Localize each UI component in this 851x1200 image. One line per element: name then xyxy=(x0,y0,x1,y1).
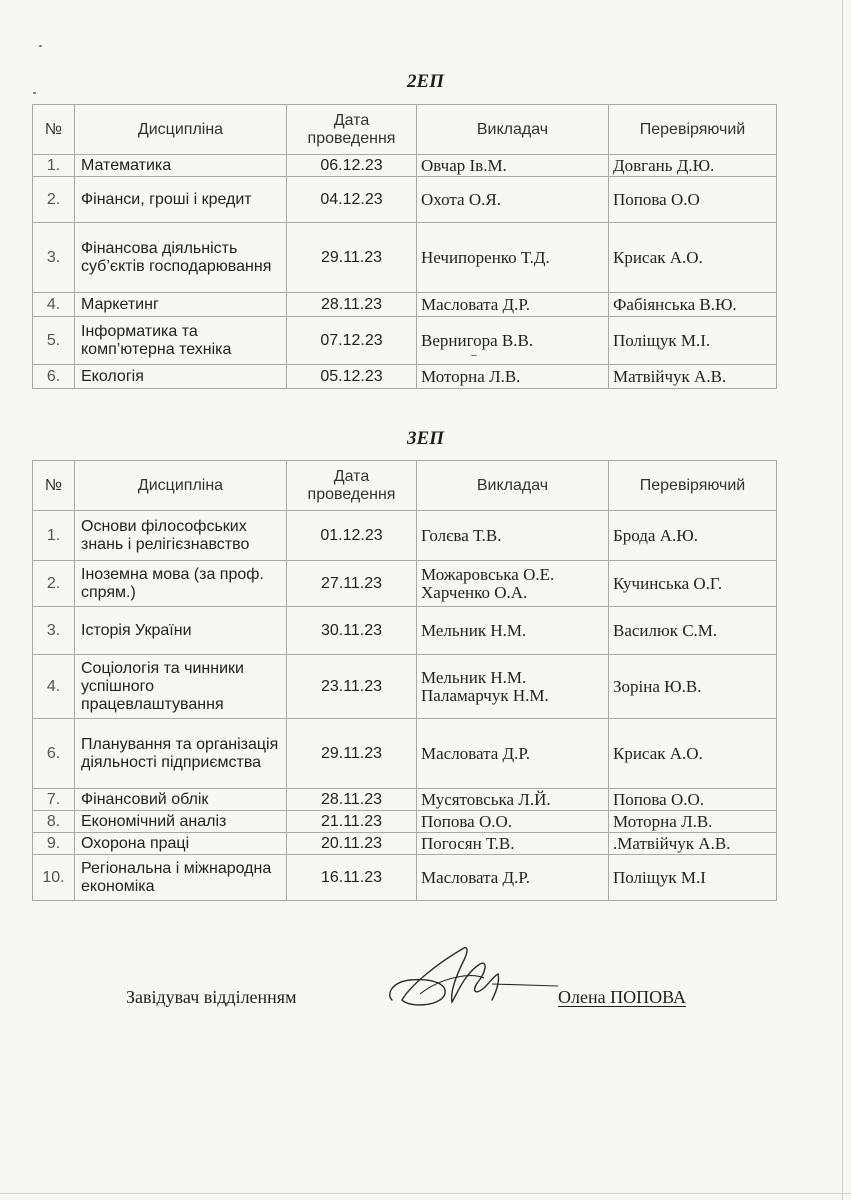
row-number: 3. xyxy=(33,223,75,293)
date-cell: 01.12.23 xyxy=(287,511,417,561)
discipline-cell: Фінансова діяльність суб’єктів господарювання xyxy=(75,223,287,293)
checker-cell: Довгань Д.Ю. xyxy=(609,155,777,177)
teacher-cell: Охота О.Я. xyxy=(417,177,609,223)
row-number: 9. xyxy=(33,833,75,855)
checker-cell: Матвійчук А.В. xyxy=(609,365,777,389)
discipline-cell: Економічний аналіз xyxy=(75,811,287,833)
table-row xyxy=(33,789,777,811)
date-cell: 28.11.23 xyxy=(287,293,417,317)
header-teacher: Викладач xyxy=(417,461,609,511)
teacher-cell: Вернигора В.В. xyxy=(417,317,609,365)
section-title-2ep: 2ЕП xyxy=(407,71,444,92)
row-number: 6. xyxy=(33,365,75,389)
signature-image xyxy=(380,938,570,1018)
head-name: Олена ПОПОВА xyxy=(558,987,686,1007)
checker-cell: Поліщук М.І xyxy=(609,855,777,901)
table-row xyxy=(33,561,777,607)
row-number: 2. xyxy=(33,561,75,607)
discipline-cell: Іноземна мова (за проф. спрям.) xyxy=(75,561,287,607)
table-row xyxy=(33,855,777,901)
row-number: 5. xyxy=(33,317,75,365)
row-number: 6. xyxy=(33,719,75,789)
row-number: 10. xyxy=(33,855,75,901)
checker-cell: Кучинська О.Г. xyxy=(609,561,777,607)
table-row xyxy=(33,317,777,365)
teacher-cell: Нечипоренко Т.Д. xyxy=(417,223,609,293)
table-row xyxy=(33,655,777,719)
teacher-cell: Моторна Л.В. xyxy=(417,365,609,389)
checker-cell: Поліщук М.І. xyxy=(609,317,777,365)
teacher-cell: Можаровська О.Е. Харченко О.А. xyxy=(417,561,609,607)
checker-cell: Моторна Л.В. xyxy=(609,811,777,833)
date-cell: 07.12.23 xyxy=(287,317,417,365)
teacher-cell: Масловата Д.Р. xyxy=(417,719,609,789)
discipline-cell: Історія України xyxy=(75,607,287,655)
teacher-cell: Мельник Н.М. Паламарчук Н.М. xyxy=(417,655,609,719)
checker-cell: Брода А.Ю. xyxy=(609,511,777,561)
checker-cell: Попова О.О. xyxy=(609,789,777,811)
checker-cell: Попова О.О xyxy=(609,177,777,223)
date-cell: 23.11.23 xyxy=(287,655,417,719)
discipline-cell: Охорона праці xyxy=(75,833,287,855)
date-cell: 29.11.23 xyxy=(287,223,417,293)
date-cell: 20.11.23 xyxy=(287,833,417,855)
exam-table-2ep xyxy=(32,104,777,389)
header-checker: Перевіряючий xyxy=(609,105,777,155)
table-row xyxy=(33,155,777,177)
discipline-cell: Основи філософських знань і релігієзнавство xyxy=(75,511,287,561)
row-number: 7. xyxy=(33,789,75,811)
header-date: Дата проведення xyxy=(287,461,417,511)
checker-cell: Крисак А.О. xyxy=(609,223,777,293)
table-row xyxy=(33,223,777,293)
date-cell: 05.12.23 xyxy=(287,365,417,389)
teacher-cell: Овчар Ів.М. xyxy=(417,155,609,177)
header-number: № xyxy=(33,105,75,155)
table-row xyxy=(33,365,777,389)
header-row xyxy=(33,105,777,155)
page-edge xyxy=(842,0,843,1200)
teacher-cell: Мельник Н.М. xyxy=(417,607,609,655)
date-cell: 06.12.23 xyxy=(287,155,417,177)
position-label: Завідувач відділенням xyxy=(126,987,297,1007)
discipline-cell: Соціологія та чинники успішного працевлаштування xyxy=(75,655,287,719)
teacher-cell: Попова О.О. xyxy=(417,811,609,833)
checker-cell: .Матвійчук А.В. xyxy=(609,833,777,855)
checker-cell: Крисак А.О. xyxy=(609,719,777,789)
date-cell: 28.11.23 xyxy=(287,789,417,811)
date-cell: 21.11.23 xyxy=(287,811,417,833)
table-row xyxy=(33,177,777,223)
checker-cell: Фабіянська В.Ю. xyxy=(609,293,777,317)
checker-cell: Зоріна Ю.В. xyxy=(609,655,777,719)
discipline-cell: Планування та організація діяльності підприємства xyxy=(75,719,287,789)
table-row xyxy=(33,833,777,855)
header-discipline: Дисципліна xyxy=(75,461,287,511)
exam-table-3ep xyxy=(32,460,777,901)
table-row xyxy=(33,719,777,789)
teacher-cell: Погосян Т.В. xyxy=(417,833,609,855)
teacher-cell: Масловата Д.Р. xyxy=(417,293,609,317)
header-discipline: Дисципліна xyxy=(75,105,287,155)
table-row xyxy=(33,607,777,655)
teacher-cell: Голєва Т.В. xyxy=(417,511,609,561)
discipline-cell: Регіональна і міжнародна економіка xyxy=(75,855,287,901)
header-number: № xyxy=(33,461,75,511)
header-row xyxy=(33,461,777,511)
header-checker: Перевіряючий xyxy=(609,461,777,511)
row-number: 3. xyxy=(33,607,75,655)
date-cell: 16.11.23 xyxy=(287,855,417,901)
table-row xyxy=(33,511,777,561)
row-number: 2. xyxy=(33,177,75,223)
row-number: 4. xyxy=(33,655,75,719)
table-row xyxy=(33,293,777,317)
date-cell: 27.11.23 xyxy=(287,561,417,607)
section-title-3ep: 3ЕП xyxy=(407,428,444,449)
discipline-cell: Фінансовий облік xyxy=(75,789,287,811)
table-row xyxy=(33,811,777,833)
header-date: Дата проведення xyxy=(287,105,417,155)
teacher-cell: Масловата Д.Р. xyxy=(417,855,609,901)
date-cell: 29.11.23 xyxy=(287,719,417,789)
row-number: 4. xyxy=(33,293,75,317)
discipline-cell: Екологія xyxy=(75,365,287,389)
teacher-cell: Мусятовська Л.Й. xyxy=(417,789,609,811)
header-teacher: Викладач xyxy=(417,105,609,155)
discipline-cell: Математика xyxy=(75,155,287,177)
checker-cell: Василюк С.М. xyxy=(609,607,777,655)
row-number: 8. xyxy=(33,811,75,833)
discipline-cell: Інформатика та комп’ютерна техніка xyxy=(75,317,287,365)
discipline-cell: Фінанси, гроші і кредит xyxy=(75,177,287,223)
date-cell: 04.12.23 xyxy=(287,177,417,223)
row-number: 1. xyxy=(33,511,75,561)
discipline-cell: Маркетинг xyxy=(75,293,287,317)
row-number: 1. xyxy=(33,155,75,177)
scan-speck xyxy=(39,45,42,47)
date-cell: 30.11.23 xyxy=(287,607,417,655)
page-edge xyxy=(0,1193,851,1194)
